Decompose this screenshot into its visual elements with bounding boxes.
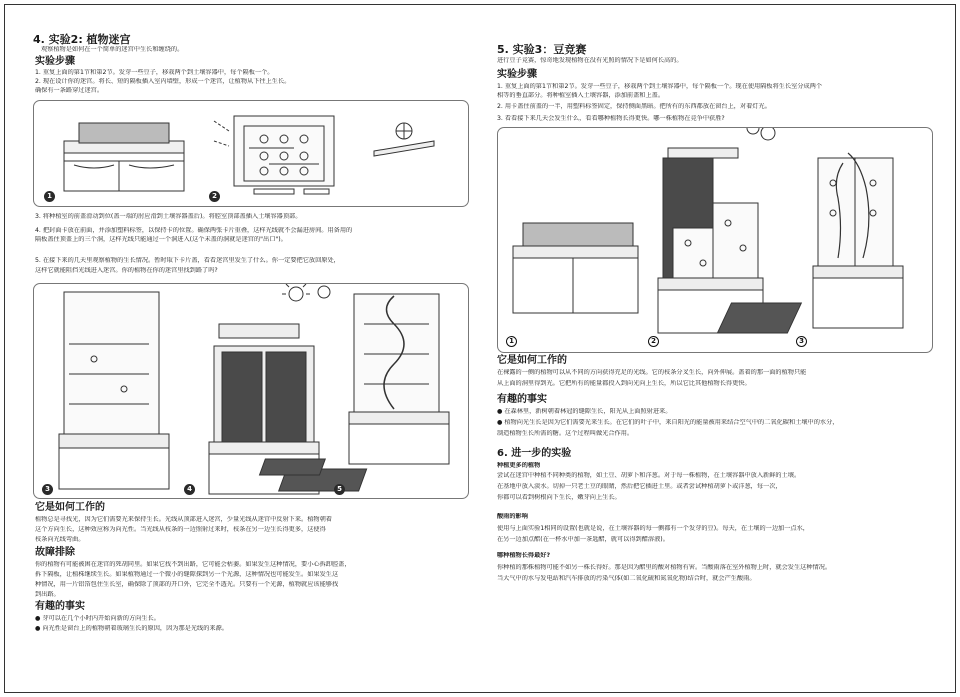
fun-fact-2: ● 向光性是窗台上的植物朝着玻璃生长的原因，因为那是光线的来源。 xyxy=(35,625,228,632)
how-it-works-line-2: 这个方向生长，这种效应称为向光性。当光线从枝条的一边照射过来时，枝条在另一边生长得更多，这使得 xyxy=(35,526,326,533)
right-how-line-2: 从上面的洞里得到光。它把所有的能量都投入到向光向上生长，所以它比其他植物长得更快。 xyxy=(497,380,751,387)
section-4-intro: 观察植物是如何在一个简单的迷宫中生长和缠绕的。 xyxy=(41,46,184,53)
figure-panel-maze-setup xyxy=(33,100,469,207)
maze-setup-illustration xyxy=(34,101,468,206)
right-fact-1: ● 在森林里，新树朝着林冠的缝隙生长，阳光从上面照射进来。 xyxy=(497,408,672,415)
how-it-works-heading-right: 它是如何工作的 xyxy=(497,355,567,366)
troubleshooting-line-1: 你的植物有可能被困在迷宫的死胡同里。如果它找不到出路，它可能会枯萎。如果发生这种情况，要小心拆卸腔盖， xyxy=(35,561,351,568)
step-5-line-1: 5. 在接下来的几天里观察植物的生长情况。暂时取下卡片盖，看看迷宫里发生了什么。你一定要把它放回原处， xyxy=(35,257,340,264)
section-5-intro: 进行豆子竞赛，惊奇地发现植物在没有光照的情况下是如何长高的。 xyxy=(497,57,683,64)
troubleshooting-line-2: 拆下隔板，让植株继续生长。如果植物通过一个微小的缝隙探到另一个光源，这种情况也可能发生。如果发生这 xyxy=(35,571,339,578)
grow-more-line-1: 尝试在迷宫中种植不同种类的植物，如土豆、胡萝卜和洋葱。对于每一株植物，在土壤容器中放入新鲜的土壤。 xyxy=(497,472,801,479)
step-2: 2. 现在设计你的迷宫。将长、短的隔板插入室内墙壁，形成一个迷宫，让植物从下往上生长。 xyxy=(35,78,291,85)
figure-panel-maze-growth xyxy=(33,283,469,499)
troubleshooting-line-4: 到出路。 xyxy=(35,591,60,598)
maze-growth-illustration xyxy=(34,284,468,498)
acid-rain-line-2: 在另一边加点醋(在一杯水中加一茶匙醋，就可以得到醋溶液)。 xyxy=(497,536,669,543)
figure-badge-r2: 2 xyxy=(648,336,659,347)
step-4-line-1: 4. 把封面卡放在前面，并添加塑料标签，以保持卡的位置。确保两张卡片重叠，这样光线就不会漏进房间。用备用的 xyxy=(35,227,353,234)
section-5-title: 5. 实验3：豆竞赛 xyxy=(497,43,587,56)
right-fact-3: 制造植物生长所需的糖。这个过程叫做光合作用。 xyxy=(497,430,634,437)
bean-race-illustration xyxy=(498,128,932,352)
which-grows-line-2: 当大气中的水与发电站和汽车排放的污染气体(如二氧化硫和氮氧化物)结合时，就会产生酸雨。 xyxy=(497,575,756,582)
grow-more-line-3: 你都可以看到树根向下生长，嫩芽向上生长。 xyxy=(497,494,621,501)
troubleshooting-heading: 故障排除 xyxy=(35,547,75,558)
right-fact-2: ● 植物向光生长是因为它们需要光来生长。在它们的叶子中，来自阳光的能量被用来结合空气中的二氧化碳和土壤中的水分， xyxy=(497,419,839,426)
how-it-works-heading: 它是如何工作的 xyxy=(35,502,105,513)
step-3: 3. 将种植室的前盖滑动到位(盖一端的肘应滑到土壤容器盖后)。将腔室顶部盖插入土壤容器顶部。 xyxy=(35,213,302,220)
acid-rain-line-1: 使用与上面实验1相同的设置(也就是说，在土壤容器的每一侧都有一个发芽的豆)。每天，在土壤的一边加一点水， xyxy=(497,525,809,532)
right-how-line-1: 在裸露的一侧的植物可以从不同的方向获得充足的光线。它的枝条分叉生长，向外伸展。盖着的那一面的植物只能 xyxy=(497,369,807,376)
right-step-1a: 1. 重复上面的第1节和第2节。发芽一些豆子，移栽两个到土壤容器中，每个隔板一个。现在使用隔板将生长室分成两个 xyxy=(497,83,823,90)
which-grows-best-heading: 哪种植物长得最好? xyxy=(497,552,551,559)
steps-heading: 实验步骤 xyxy=(35,56,75,67)
how-it-works-line-1: 植物总是寻找光，因为它们需要光来保持生长。光线从顶部进入迷宫，少量光线从迷宫中反射下来。植物朝着 xyxy=(35,516,332,523)
figure-badge-3: 3 xyxy=(42,484,53,495)
figure-badge-r3: 3 xyxy=(796,336,807,347)
section-6-title: 6. 进一步的实验 xyxy=(497,448,572,459)
troubleshooting-line-3: 种情况，用一片铝箔包住生长室，确保除了顶部的开口外，它完全不透光。只要有一个光源，植物就应该能够找 xyxy=(35,581,339,588)
how-it-works-line-3: 枝条向光线弯曲。 xyxy=(35,536,85,543)
figure-badge-4: 4 xyxy=(184,484,195,495)
which-grows-line-1: 你种植的那株植物可能不如另一株长得好。那是因为醋里的酸对植物有害。当酸雨落在室外植物上时，就会发生这种情况。 xyxy=(497,564,832,571)
steps-heading-right: 实验步骤 xyxy=(497,69,537,80)
step-2-note: 确保有一条路穿过迷宫。 xyxy=(35,87,104,94)
section-4-title: 4. 实验2: 植物迷宫 xyxy=(33,33,131,46)
right-step-1b: 相等的垂直部分。将种植室插入土壤容器，添加前盖和上盖。 xyxy=(497,92,665,99)
grow-more-plants-heading: 种植更多的植物 xyxy=(497,462,541,469)
right-step-2: 2. 用卡盖住前盖的一半，用塑料标签固定，保持侧面黑暗。把所有的东西都放在窗台上，对着灯光。 xyxy=(497,103,771,110)
acid-rain-heading: 酸雨的影响 xyxy=(497,513,528,520)
figure-badge-5: 5 xyxy=(334,484,345,495)
figure-badge-2: 2 xyxy=(209,191,220,202)
figure-badge-r1: 1 xyxy=(506,336,517,347)
step-4-line-2: 隔板盖住顶盖上的三个洞，这样光线只能通过一个洞进入(这个未盖的洞就是迷宫的"出口")。 xyxy=(35,236,287,243)
step-1: 1. 重复上面的第1节和第2节。发芽一些豆子，移栽两个到土壤容器中，每个隔板一个。 xyxy=(35,69,274,76)
figure-badge-1: 1 xyxy=(44,191,55,202)
step-5-line-2: 这样它就能阻挡光线进入迷宫。你的植物在你的迷宫里找到路了吗? xyxy=(35,267,218,274)
grow-more-line-2: 在基地中放入淡水。切掉一只老土豆的眼睛，然后把它插进土里。或者尝试种植胡萝卜或洋葱，每一次， xyxy=(497,483,782,490)
fun-facts-heading-right: 有趣的事实 xyxy=(497,394,547,405)
fun-facts-heading: 有趣的事实 xyxy=(35,601,85,612)
right-step-3: 3. 看看接下来几天会发生什么，看看哪种植物长得更快。哪一株植物在竞争中获胜? xyxy=(497,115,725,122)
instruction-sheet xyxy=(4,4,956,693)
fun-fact-1: ● 芽可以在几个小时内开始向新的方向生长。 xyxy=(35,615,160,622)
figure-panel-bean-race xyxy=(497,127,933,353)
